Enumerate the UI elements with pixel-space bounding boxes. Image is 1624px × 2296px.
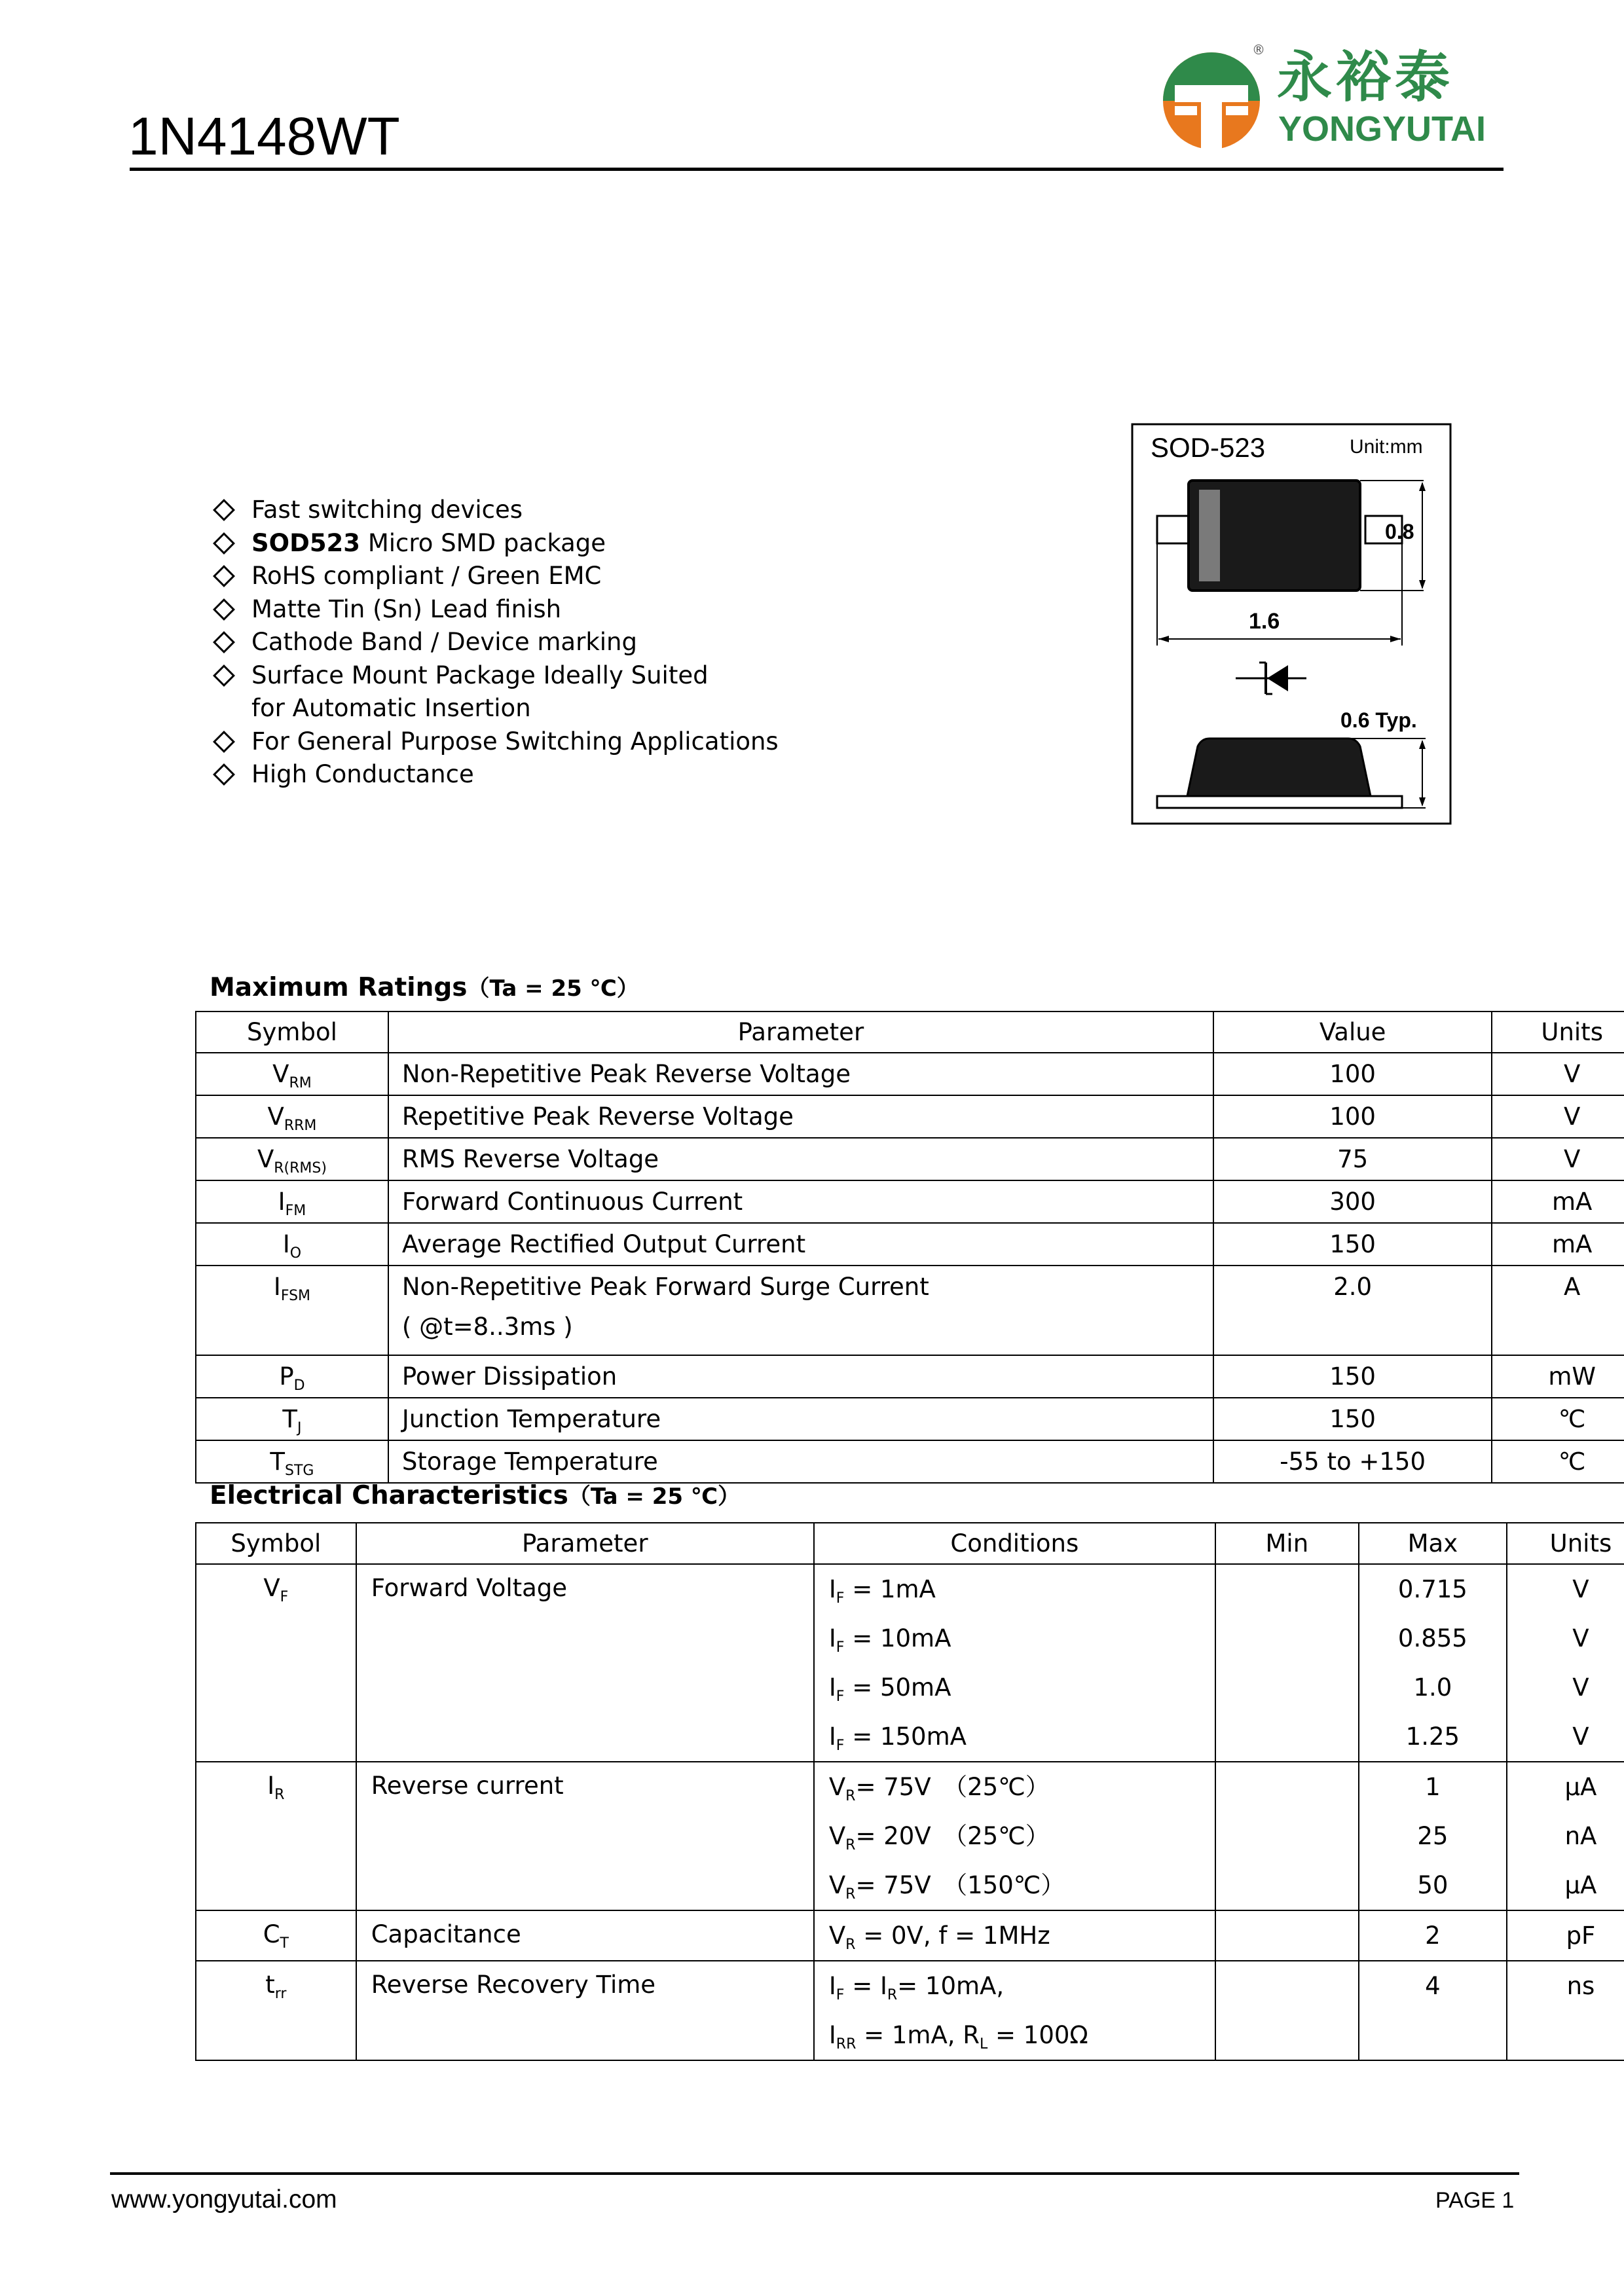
value-cell: 100 [1213, 1053, 1492, 1095]
symbol-cell: $I_{FM}$ [196, 1180, 388, 1223]
conditions-cell: $V_R = 0V$, f = 1MHz [814, 1910, 1215, 1961]
unit-value: nA [1564, 1822, 1597, 1850]
parameter-cell: Forward Continuous Current [388, 1180, 1213, 1223]
unit-value: μA [1564, 1773, 1597, 1801]
symbol-cell: $I_O$ [196, 1223, 388, 1266]
units-cell: V [1492, 1138, 1624, 1180]
table-header-row [196, 1011, 1624, 1053]
condition-line: $V_R= 20V$ （25℃） [828, 1822, 1050, 1853]
part-number-title: 1N4148WT [128, 107, 400, 166]
units-cell: mW [1492, 1355, 1624, 1398]
table-row [196, 1266, 1624, 1355]
parameter-cell: Non-Repetitive Peak Forward Surge Current ( @t=8..3ms ) [388, 1266, 1213, 1355]
max-cell: 4 [1359, 1961, 1507, 2060]
company-name-cn: 永裕泰 [1277, 45, 1454, 109]
units-cell [1507, 1564, 1624, 1762]
unit-value: V [1572, 1624, 1589, 1652]
section-title: Maximum Ratings [210, 973, 468, 1002]
value-cell: -55 to +150 [1213, 1440, 1492, 1483]
diamond-bullet-icon [213, 499, 235, 521]
table-row [196, 1961, 1624, 2060]
parameter-cell: Forward Voltage [356, 1564, 814, 1762]
units-cell: ℃ [1492, 1440, 1624, 1483]
unit-value: V [1572, 1722, 1589, 1751]
column-header: Symbol [196, 1523, 356, 1564]
unit-value: V [1572, 1575, 1589, 1603]
table-row [196, 1095, 1624, 1138]
min-cell [1215, 1564, 1359, 1762]
feature-item [213, 494, 868, 527]
parameter-cell: Junction Temperature [388, 1398, 1213, 1440]
column-header: Parameter [356, 1523, 814, 1564]
column-header: Units [1507, 1523, 1624, 1564]
table-row [196, 1440, 1624, 1483]
electrical-characteristics-table [195, 1522, 1624, 2061]
units-cell: A [1492, 1266, 1624, 1355]
symbol-cell: $t_{rr}$ [196, 1961, 356, 2060]
feature-text: Surface Mount Package Ideally Suited for Automatic Insertion [251, 661, 709, 722]
feature-item [213, 659, 868, 725]
table-row [196, 1180, 1624, 1223]
max-value: 0.855 [1397, 1624, 1467, 1652]
max-value: 0.715 [1397, 1575, 1467, 1603]
conditions-cell: $I_F = I_R= 10mA$, $I_{RR} = 1mA$, $R_L = 100\Omega$ [814, 1961, 1215, 2060]
section-condition: （Ta = 25 ℃） [568, 1484, 741, 1510]
feature-text: SOD523 Micro SMD package [251, 528, 606, 557]
parameter-cell: RMS Reverse Voltage [388, 1138, 1213, 1180]
symbol-cell: $C_T$ [196, 1910, 356, 1961]
feature-text: Fast switching devices [251, 496, 523, 524]
condition-line: $I_F = 1mA$ [828, 1575, 936, 1607]
feature-text: RoHS compliant / Green EMC [251, 562, 602, 590]
max-ratings-table [195, 1011, 1624, 1484]
page-number: PAGE 1 [1435, 2188, 1515, 2213]
column-header: Conditions [814, 1523, 1215, 1564]
symbol-cell: $V_{R(RMS)}$ [196, 1138, 388, 1180]
table-row [196, 1564, 1624, 1762]
feature-list [213, 494, 868, 792]
diamond-bullet-icon [213, 631, 235, 653]
feature-item [213, 560, 868, 593]
max-value: 1.25 [1405, 1722, 1460, 1751]
symbol-cell: $V_{RM}$ [196, 1053, 388, 1095]
condition-line: $V_R= 75V$ （25℃） [828, 1773, 1050, 1804]
diamond-bullet-icon [213, 665, 235, 687]
table-row [196, 1355, 1624, 1398]
unit-value: V [1572, 1673, 1589, 1702]
thickness-dimension: 0.6 Typ. [1340, 708, 1417, 732]
section-title: Electrical Characteristics [210, 1481, 568, 1510]
header-rule [130, 168, 1504, 171]
units-cell: V [1492, 1095, 1624, 1138]
value-cell: 2.0 [1213, 1266, 1492, 1355]
package-outline-drawing [1131, 423, 1452, 825]
value-cell: 75 [1213, 1138, 1492, 1180]
column-header: Max [1359, 1523, 1507, 1564]
value-cell: 100 [1213, 1095, 1492, 1138]
symbol-cell: $T_{STG}$ [196, 1440, 388, 1483]
units-cell: ns [1507, 1961, 1624, 2060]
width-dimension: 1.6 [1249, 609, 1280, 634]
table-row [196, 1398, 1624, 1440]
table-row [196, 1053, 1624, 1095]
feature-item [213, 527, 868, 560]
value-cell: 150 [1213, 1355, 1492, 1398]
min-cell [1215, 1762, 1359, 1910]
parameter-cell: Reverse Recovery Time [356, 1961, 814, 2060]
parameter-cell: Storage Temperature [388, 1440, 1213, 1483]
feature-text: Matte Tin (Sn) Lead finish [251, 594, 562, 623]
parameter-cell: Non-Repetitive Peak Reverse Voltage [388, 1053, 1213, 1095]
conditions-cell [814, 1762, 1215, 1910]
value-cell: 150 [1213, 1223, 1492, 1266]
package-name: SOD-523 [1151, 432, 1266, 463]
max-cell [1359, 1564, 1507, 1762]
column-header: Symbol [196, 1011, 388, 1053]
symbol-cell: $T_J$ [196, 1398, 388, 1440]
parameter-cell: Reverse current [356, 1762, 814, 1910]
symbol-cell: $I_{FSM}$ [196, 1266, 388, 1355]
value-cell: 150 [1213, 1398, 1492, 1440]
parameter-cell: Capacitance [356, 1910, 814, 1961]
symbol-cell: $I_R$ [196, 1762, 356, 1910]
max-ratings-title [210, 970, 639, 1002]
registered-mark: ® [1252, 42, 1265, 58]
feature-item [213, 758, 868, 792]
diamond-bullet-icon [213, 565, 235, 587]
feature-item [213, 626, 868, 659]
units-cell: ℃ [1492, 1398, 1624, 1440]
condition-line: $V_R= 75V$ （150℃） [828, 1871, 1065, 1903]
cathode-band [1199, 490, 1220, 581]
max-value: 1 [1425, 1773, 1441, 1801]
table-row [196, 1223, 1624, 1266]
table-row [196, 1910, 1624, 1961]
max-cell [1359, 1762, 1507, 1910]
condition-line: $I_F = 10mA$ [828, 1624, 951, 1656]
parameter-cell: Repetitive Peak Reverse Voltage [388, 1095, 1213, 1138]
feature-item [213, 725, 868, 759]
diamond-bullet-icon [213, 532, 235, 555]
company-logo [1162, 42, 1509, 157]
symbol-cell: $V_{RRM}$ [196, 1095, 388, 1138]
company-name-en: YONGYUTAI [1278, 109, 1486, 149]
conditions-cell [814, 1564, 1215, 1762]
max-value: 50 [1417, 1871, 1449, 1899]
feature-text: For General Purpose Switching Applications [251, 727, 779, 756]
min-cell [1215, 1910, 1359, 1961]
diamond-bullet-icon [213, 731, 235, 753]
footer-rule [110, 2172, 1519, 2175]
electrical-characteristics-title [210, 1478, 740, 1510]
units-cell: mA [1492, 1223, 1624, 1266]
table-row [196, 1762, 1624, 1910]
column-header: Value [1213, 1011, 1492, 1053]
table-row [196, 1138, 1624, 1180]
units-cell: pF [1507, 1910, 1624, 1961]
units-cell [1507, 1762, 1624, 1910]
max-value: 25 [1417, 1822, 1449, 1850]
website-link[interactable]: www.yongyutai.com [111, 2185, 337, 2214]
feature-text: High Conductance [251, 760, 474, 788]
value-cell: 300 [1213, 1180, 1492, 1223]
condition-line: $I_F = 50mA$ [828, 1673, 951, 1705]
units-cell: mA [1492, 1180, 1624, 1223]
package-body-side [1187, 738, 1371, 796]
diamond-bullet-icon [213, 763, 235, 786]
feature-text: Cathode Band / Device marking [251, 628, 637, 656]
unit-value: μA [1564, 1871, 1597, 1899]
parameter-cell: Average Rectified Output Current [388, 1223, 1213, 1266]
column-header: Min [1215, 1523, 1359, 1564]
unit-label: Unit:mm [1350, 436, 1423, 458]
min-cell [1215, 1961, 1359, 2060]
column-header: Units [1492, 1011, 1624, 1053]
feature-item [213, 593, 868, 627]
units-cell: V [1492, 1053, 1624, 1095]
symbol-cell: $P_D$ [196, 1355, 388, 1398]
height-dimension: 0.8 [1385, 520, 1414, 543]
max-value: 1.0 [1413, 1673, 1452, 1702]
column-header: Parameter [388, 1011, 1213, 1053]
table-header-row [196, 1523, 1624, 1564]
condition-line: $I_F = 150mA$ [828, 1722, 967, 1754]
section-condition: （Ta = 25 ℃） [467, 975, 639, 1002]
diamond-bullet-icon [213, 598, 235, 621]
parameter-cell: Power Dissipation [388, 1355, 1213, 1398]
max-cell: 2 [1359, 1910, 1507, 1961]
symbol-cell: $V_F$ [196, 1564, 356, 1762]
